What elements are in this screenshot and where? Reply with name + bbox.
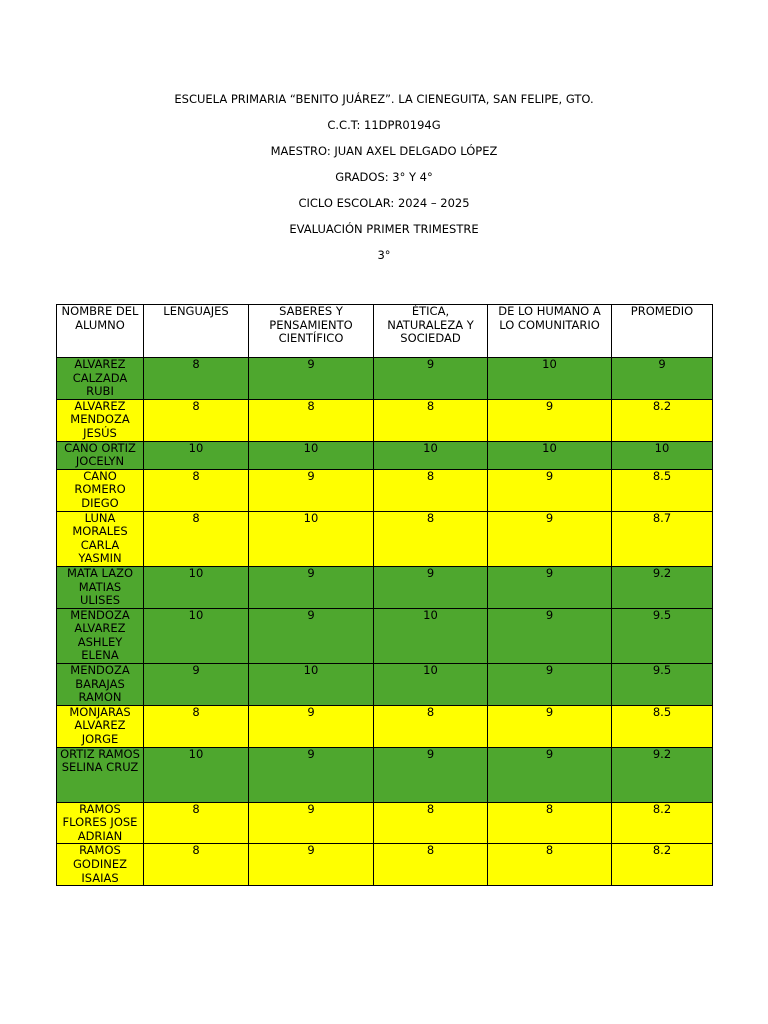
- table-row: [57, 469, 713, 511]
- student-name-cell: MATA LAZO MATIAS ULISES: [57, 566, 144, 608]
- average-cell: 9.5: [612, 664, 713, 706]
- science-cell: 8: [249, 399, 374, 441]
- ethics-cell: 8: [374, 469, 488, 511]
- languages-cell: 10: [144, 608, 249, 663]
- student-name-cell: MENDOZA BARAJAS RAMON: [57, 664, 144, 706]
- average-cell: 8.7: [612, 511, 713, 566]
- student-name-cell: LUNA MORALES CARLA YASMIN: [57, 511, 144, 566]
- column-header-average: PROMEDIO: [612, 305, 713, 358]
- table-row: [57, 802, 713, 844]
- science-cell: 9: [249, 608, 374, 663]
- table-row: [57, 747, 713, 802]
- student-name-cell: RAMOS GODINEZ ISAIAS: [57, 844, 144, 886]
- student-name-cell: MENDOZA ALVAREZ ASHLEY ELENA: [57, 608, 144, 663]
- ethics-cell: 8: [374, 399, 488, 441]
- grades-label: GRADOS: 3° Y 4°: [335, 170, 433, 184]
- student-name-cell: ALVAREZ CALZADA RUBI: [57, 358, 144, 400]
- average-cell: 8.5: [612, 469, 713, 511]
- languages-cell: 8: [144, 844, 249, 886]
- column-header-student-name: NOMBRE DEL ALUMNO: [57, 305, 144, 358]
- evaluation-title: EVALUACIÓN PRIMER TRIMESTRE: [289, 222, 479, 236]
- average-cell: 8.2: [612, 844, 713, 886]
- languages-cell: 10: [144, 747, 249, 802]
- community-cell: 8: [488, 844, 612, 886]
- table-body: [57, 358, 713, 886]
- column-header-ethics: ÉTICA, NATURALEZA Y SOCIEDAD: [374, 305, 488, 358]
- table-row: [57, 705, 713, 747]
- ethics-cell: 9: [374, 747, 488, 802]
- languages-cell: 8: [144, 802, 249, 844]
- table-header-row: [57, 305, 713, 358]
- average-cell: 10: [612, 441, 713, 469]
- ethics-cell: 10: [374, 441, 488, 469]
- ethics-cell: 8: [374, 705, 488, 747]
- ethics-cell: 10: [374, 664, 488, 706]
- ethics-cell: 8: [374, 511, 488, 566]
- average-cell: 9.5: [612, 608, 713, 663]
- student-name-cell: MONJARAS ALVAREZ JORGE: [57, 705, 144, 747]
- school-year: CICLO ESCOLAR: 2024 – 2025: [298, 196, 470, 210]
- science-cell: 9: [249, 802, 374, 844]
- science-cell: 9: [249, 844, 374, 886]
- school-name: ESCUELA PRIMARIA “BENITO JUÁREZ”. LA CIENEGUITA, SAN FELIPE, GTO.: [174, 92, 594, 106]
- average-cell: 9.2: [612, 747, 713, 802]
- column-header-community: DE LO HUMANO A LO COMUNITARIO: [488, 305, 612, 358]
- science-cell: 9: [249, 705, 374, 747]
- languages-cell: 10: [144, 441, 249, 469]
- community-cell: 9: [488, 399, 612, 441]
- teacher-name: MAESTRO: JUAN AXEL DELGADO LÓPEZ: [270, 144, 498, 158]
- ethics-cell: 8: [374, 844, 488, 886]
- science-cell: 10: [249, 441, 374, 469]
- community-cell: 9: [488, 747, 612, 802]
- grades-table: [56, 304, 713, 886]
- table-row: [57, 511, 713, 566]
- community-cell: 9: [488, 469, 612, 511]
- science-cell: 10: [249, 664, 374, 706]
- community-cell: 10: [488, 441, 612, 469]
- community-cell: 9: [488, 511, 612, 566]
- ethics-cell: 9: [374, 566, 488, 608]
- average-cell: 8.2: [612, 802, 713, 844]
- languages-cell: 8: [144, 705, 249, 747]
- ethics-cell: 8: [374, 802, 488, 844]
- student-name-cell: ORTIZ RAMOS SELINA CRUZ: [57, 747, 144, 802]
- table-row: [57, 844, 713, 886]
- average-cell: 8.2: [612, 399, 713, 441]
- community-cell: 10: [488, 358, 612, 400]
- grade-label: 3°: [377, 248, 391, 262]
- student-name-cell: CANO ROMERO DIEGO: [57, 469, 144, 511]
- ethics-cell: 10: [374, 608, 488, 663]
- science-cell: 9: [249, 469, 374, 511]
- table-row: [57, 358, 713, 400]
- science-cell: 9: [249, 747, 374, 802]
- student-name-cell: CANO ORTIZ JOCELYN: [57, 441, 144, 469]
- community-cell: 9: [488, 608, 612, 663]
- languages-cell: 9: [144, 664, 249, 706]
- average-cell: 9: [612, 358, 713, 400]
- community-cell: 9: [488, 664, 612, 706]
- community-cell: 9: [488, 705, 612, 747]
- languages-cell: 8: [144, 469, 249, 511]
- document-header: [0, 90, 768, 272]
- languages-cell: 8: [144, 511, 249, 566]
- science-cell: 10: [249, 511, 374, 566]
- community-cell: 9: [488, 566, 612, 608]
- table-row: [57, 566, 713, 608]
- average-cell: 8.5: [612, 705, 713, 747]
- column-header-languages: LENGUAJES: [144, 305, 249, 358]
- table-row: [57, 664, 713, 706]
- languages-cell: 10: [144, 566, 249, 608]
- ethics-cell: 9: [374, 358, 488, 400]
- science-cell: 9: [249, 358, 374, 400]
- languages-cell: 8: [144, 399, 249, 441]
- science-cell: 9: [249, 566, 374, 608]
- column-header-science: SABERES Y PENSAMIENTO CIENTÍFICO: [249, 305, 374, 358]
- student-name-cell: ALVAREZ MENDOZA JESÚS: [57, 399, 144, 441]
- cct-code: C.C.T: 11DPR0194G: [327, 118, 441, 132]
- languages-cell: 8: [144, 358, 249, 400]
- table-row: [57, 608, 713, 663]
- average-cell: 9.2: [612, 566, 713, 608]
- table-row: [57, 441, 713, 469]
- table-row: [57, 399, 713, 441]
- community-cell: 8: [488, 802, 612, 844]
- student-name-cell: RAMOS FLORES JOSE ADRIAN: [57, 802, 144, 844]
